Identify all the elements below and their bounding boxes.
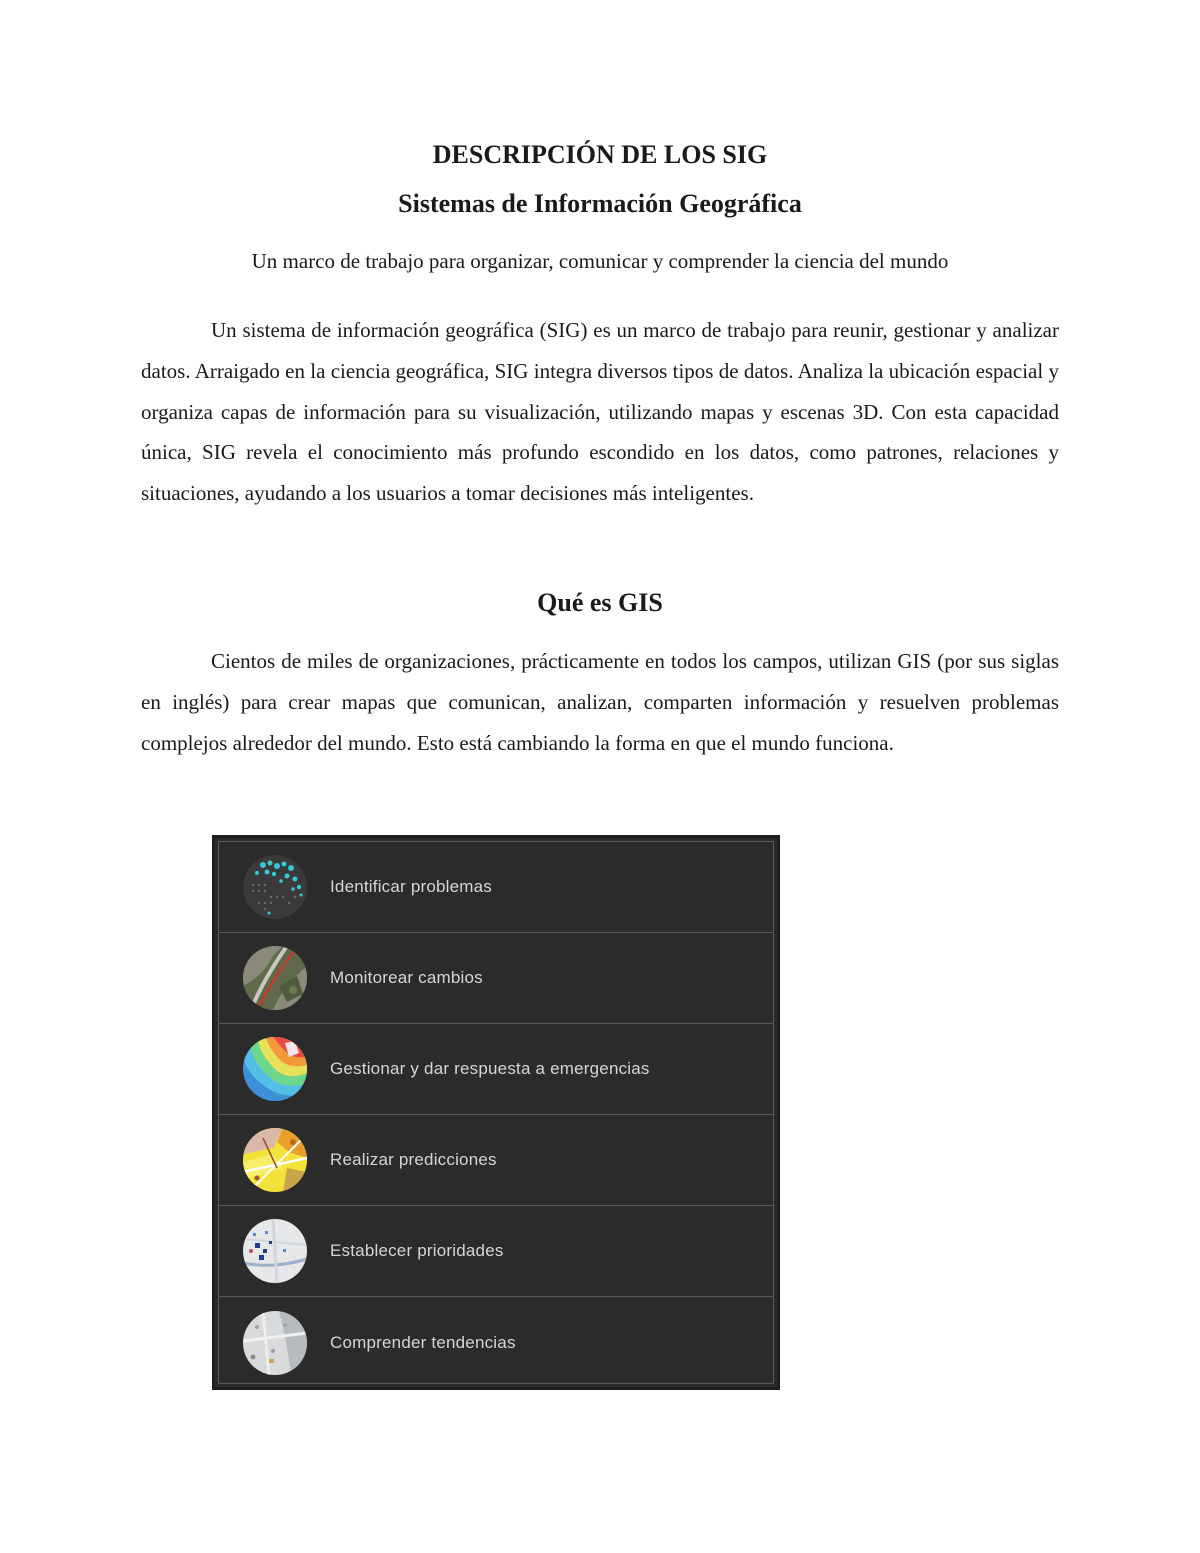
aerial-change-icon	[243, 946, 307, 1010]
globe-dots-icon	[243, 855, 307, 919]
list-item-label: Monitorear cambios	[330, 968, 483, 987]
list-item-label: Identificar problemas	[330, 877, 492, 896]
list-item-monitorear[interactable]	[219, 933, 773, 1024]
heatmap-icon	[243, 1037, 307, 1101]
list-item-tendencias[interactable]	[219, 1297, 773, 1388]
list-item-label: Realizar predicciones	[330, 1150, 497, 1169]
section-heading: Qué es GIS	[537, 588, 663, 617]
list-item-label: Comprender tendencias	[330, 1332, 516, 1352]
document-title: DESCRIPCIÓN DE LOS SIG	[432, 140, 768, 169]
trend-map-icon	[243, 1311, 307, 1375]
document-tagline: Un marco de trabajo para organizar, comunicar y comprender la ciencia del mundo	[251, 249, 949, 273]
gis-paragraph: Cientos de miles de organizaciones, prácticamente en todos los campos, utilizan GIS (por sus siglas en inglés) para crear mapas que comunican, analizan, comparten información y resuelven problemas complejos alrededor del mundo. Esto está cambiando la forma en que el mundo funciona.	[141, 649, 1059, 755]
priority-map-icon	[243, 1219, 307, 1283]
list-item-gestionar[interactable]	[219, 1024, 773, 1115]
list-item-label: Establecer prioridades	[330, 1241, 504, 1260]
intro-paragraph: Un sistema de información geográfica (SIG) es un marco de trabajo para reunir, gestionar y analizar datos. Arraigado en la ciencia geográfica, SIG integra diversos tipos de datos. Analiza la ubicación espacial y organiza capas de información para su visualización, utilizando mapas y escenas 3D. Con esta capacidad única, SIG revela el conocimiento más profundo escondido en los datos, como patrones, relaciones y situaciones, ayudando a los usuarios a tomar decisiones más inteligentes.	[141, 318, 1059, 506]
zoning-map-icon	[243, 1128, 307, 1192]
gis-uses-list	[218, 841, 774, 1384]
list-item-predicciones[interactable]	[219, 1115, 773, 1206]
gis-uses-panel	[212, 835, 780, 1390]
list-item-prioridades[interactable]	[219, 1206, 773, 1297]
document-subtitle: Sistemas de Información Geográfica	[398, 189, 802, 218]
list-item-label: Gestionar y dar respuesta a emergencias	[330, 1059, 650, 1078]
list-item-identificar[interactable]	[219, 842, 773, 933]
